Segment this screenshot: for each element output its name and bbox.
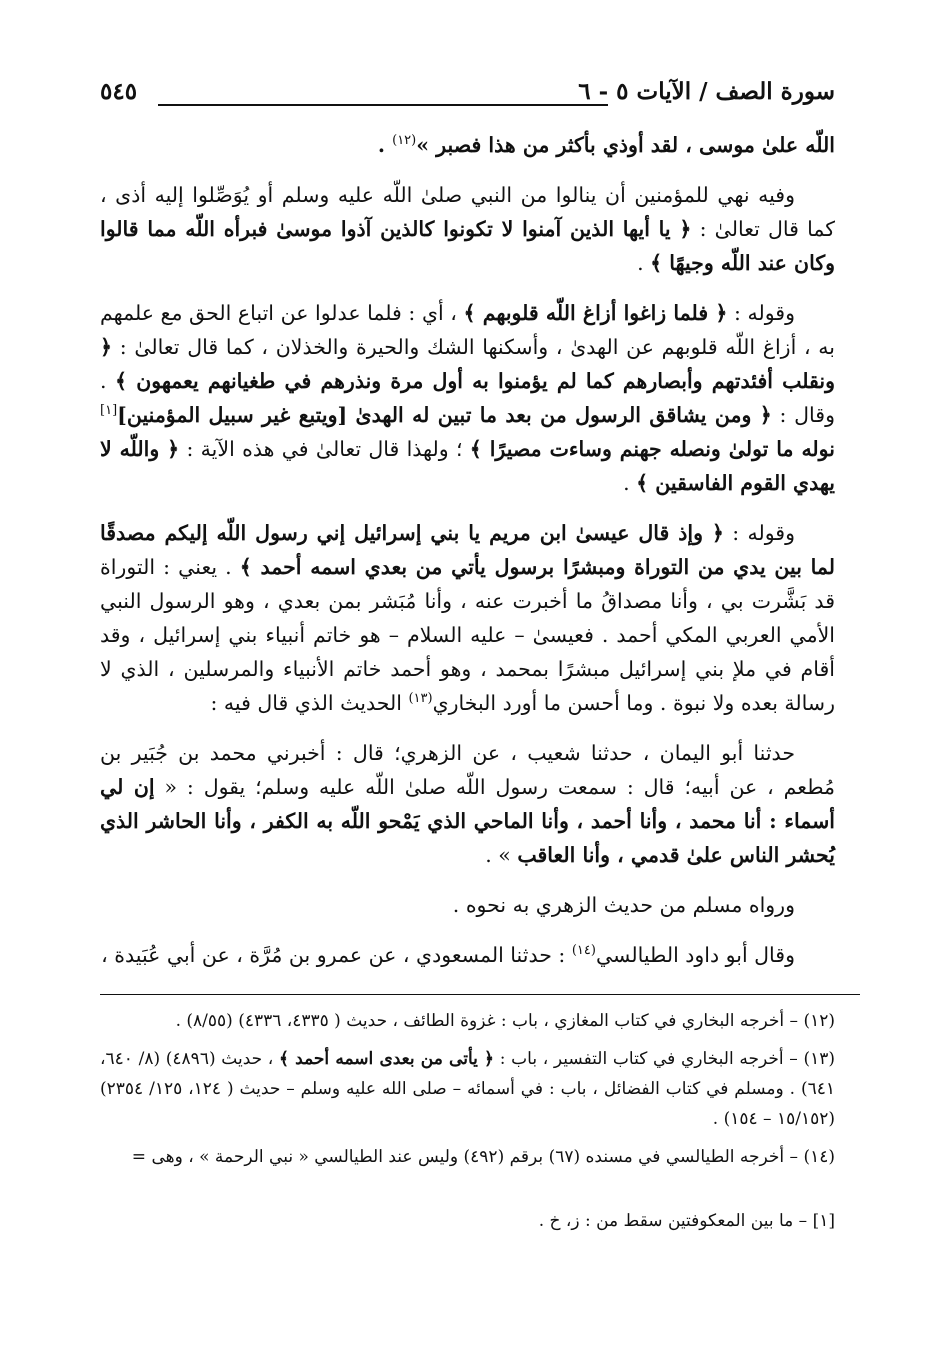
footnote-ref-14: (١٤) xyxy=(571,943,596,959)
paragraph-6 xyxy=(100,888,835,922)
footnote-14: (١٤) – أخرجه الطيالسي في مسنده (٦٧) برقم (٤٩٢) وليس عند الطيالسي « نبي الرحمة » ، وهى = xyxy=(131,1147,835,1167)
text-span: وقال أبو داود الطيالسي xyxy=(595,943,795,967)
text-span: . xyxy=(637,251,651,275)
editor-note-ref: [١] xyxy=(100,403,118,419)
running-title: سورة الصف / الآيات ٥ - ٦ xyxy=(578,78,835,105)
quran-quote: ﴿ ومن يشاقق الرسول من بعد ما تبين له الهدىٰ [ويتبع غير سبيل المؤمنين] xyxy=(117,403,772,427)
text-span: . وقال : xyxy=(100,369,835,427)
text-span: الحديث الذي قال فيه : xyxy=(210,691,409,715)
text-span: : حدثنا المسعودي ، عن عمرو بن مُرَّة ، عن أبي عُبَيدة ، xyxy=(101,943,572,967)
paragraph-7 xyxy=(100,938,835,972)
text-span: وقوله : xyxy=(727,301,795,325)
quran-quote: ﴿ واللّه لا يهدي القوم الفاسقين ﴾ xyxy=(100,437,835,495)
paragraph-3 xyxy=(100,296,835,500)
quran-quote: ﴿ ونقلب أفئدتهم وأبصارهم كما لم يؤمنوا به أول مرة ونذرهم في طغيانهم يعمهون ﴾ xyxy=(100,335,835,393)
text-span: (١٣) – أخرجه البخاري في كتاب التفسير ، باب : xyxy=(494,1049,835,1069)
text-span: ورواه مسلم من حديث الزهري به نحوه . xyxy=(452,893,795,917)
quran-quote: ﴿ يأتى من بعدى اسمه أحمد ﴾ xyxy=(278,1049,495,1069)
page-header xyxy=(100,78,835,118)
text-span: وقوله : xyxy=(723,521,796,545)
text-span: » . xyxy=(485,843,518,867)
text-span: . يعني : التوراة قد بَشَّرت بي ، وأنا مصداقُ ما أخبرت عنه ، وأنا مُبَشر بمن بعدي ، وهو الرسول النبي الأمي العربي المكي أحمد . فعيسىٰ – عليه السلام – هو خاتم أنبياء بني إسرائيل ، وقد أقام في ملإ بني إسرائيل مبشرًا بمحمد ، وهو أحمد خاتم الأنبياء والمرسلين ، الذي لا رسالة بعده ولا نبوة . وما أحسن ما أورد البخاري xyxy=(100,555,835,715)
quran-quote: ﴿ يا أيها الذين آمنوا لا تكونوا كالذين آذوا موسىٰ فبرأه اللّه مما قالوا وكان عند اللّه وجيهًا ﴾ xyxy=(100,217,835,275)
editor-note: [١] – ما بين المعكوفتين سقط من : ز، خ . xyxy=(538,1211,835,1231)
quran-quote: ﴿ وإذ قال عيسىٰ ابن مريم يا بني إسرائيل إني رسول اللّه إليكم مصدقًا لما بين يدي من التوراة ومبشرًا برسول يأتي من بعدي اسمه أحمد ﴾ xyxy=(100,521,835,579)
paragraph-1 xyxy=(100,128,835,162)
header-rule xyxy=(158,104,608,106)
footnote-12: (١٢) – أخرجه البخاري في كتاب المغازي ، باب : غزوة الطائف ، حديث ( ٤٣٣٥، ٤٣٣٦) (٨/٥٥) . xyxy=(175,1011,835,1031)
hadith-quote: إن لي أسماء : أنا محمد ، وأنا أحمد ، وأنا الماحي الذي يَمْحو اللّه به الكفر ، وأنا الحاشر الذي يُحشر الناس علىٰ قدمي ، وأنا العاقب xyxy=(100,775,835,867)
footnote-ref-13: (١٣) xyxy=(408,691,433,707)
text-span: ، حديث (٤٨٩٦) (٨/ ٦٤٠، ٦٤١) . ومسلم في كتاب الفضائل ، باب : في أسمائه – صلى الله عليه وسلم – حديث ( ١٢٤، ١٢٥/ ٢٣٥٤) (١٥/١٥٢ – ١٥٤) . xyxy=(100,1049,835,1129)
footnote-divider xyxy=(100,994,860,995)
page-number: ٥٤٥ xyxy=(100,78,138,105)
footnote-13 xyxy=(100,1044,835,1134)
footnote-ref-12: (١٢) xyxy=(392,133,417,149)
text-span: . xyxy=(377,133,393,157)
text-span: وفيه نهي للمؤمنين أن ينالوا من النبي صلىٰ اللّه عليه وسلم أو يُوَصِّلوا إليه أذى ، كما قال تعالىٰ : xyxy=(100,183,835,241)
paragraph-4 xyxy=(100,516,835,720)
quran-quote: ﴿ فلما زاغوا أزاغ اللّه قلوبهم ﴾ xyxy=(463,301,728,325)
text-span: ، أي : فلما عدلوا عن اتباع الحق مع علمهم به ، أزاغ اللّه قلوبهم عن الهدىٰ ، وأسكنها الشك والحيرة والخذلان ، كما قال تعالىٰ : xyxy=(100,301,835,359)
quran-quote: نوله ما تولىٰ ونصله جهنم وساءت مصيرًا ﴾ xyxy=(469,437,835,461)
text-span: حدثنا أبو اليمان ، حدثنا شعيب ، عن الزهري؛ قال : أخبرني محمد بن جُبَير بن مُطعم ، عن أبيه؛ قال : سمعت رسول اللّه صلىٰ اللّه عليه وسلم؛ يقول : « xyxy=(100,741,835,799)
footnotes xyxy=(100,1006,835,1180)
paragraph-5 xyxy=(100,736,835,872)
paragraph-2 xyxy=(100,178,835,280)
text-span: اللّه علىٰ موسى ، لقد أوذي بأكثر من هذا فصبر » xyxy=(416,133,835,157)
text-span: . xyxy=(623,471,637,495)
text-span: ؛ ولهذا قال تعالىٰ في هذه الآية : xyxy=(179,437,470,461)
main-text xyxy=(100,128,835,988)
